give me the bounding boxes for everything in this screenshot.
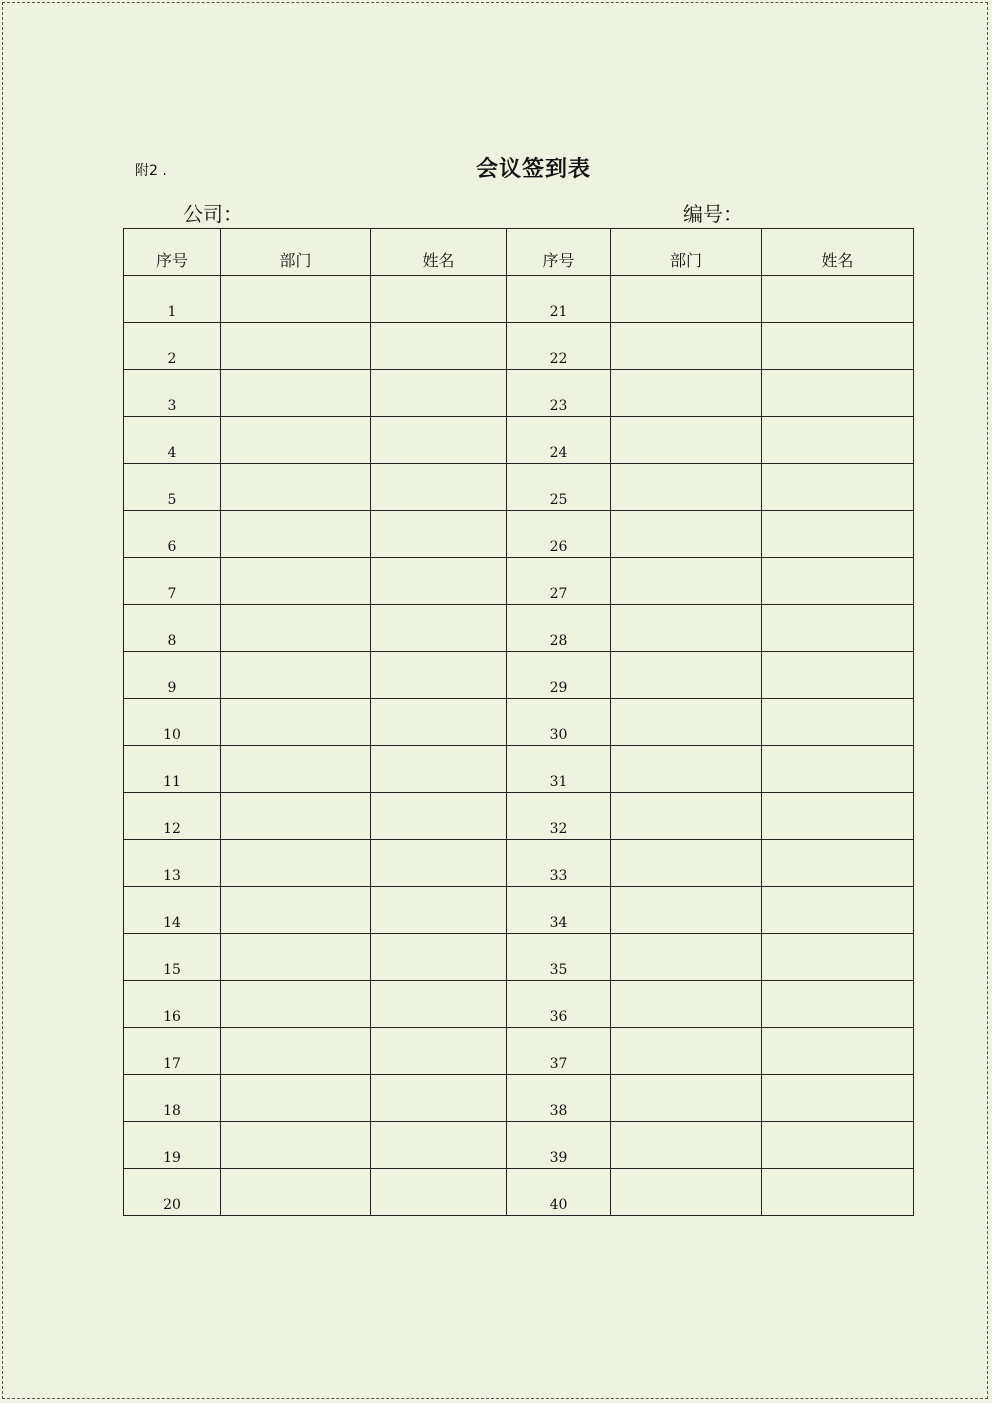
- table-row: [124, 981, 914, 1028]
- dept-cell-left[interactable]: [221, 323, 371, 370]
- row-number-right: 22: [507, 323, 611, 370]
- row-number-left: 18: [124, 1075, 221, 1122]
- dept-cell-right[interactable]: [611, 887, 762, 934]
- dept-cell-right[interactable]: [611, 652, 762, 699]
- row-number-right: 31: [507, 746, 611, 793]
- name-cell-left[interactable]: [371, 276, 507, 323]
- name-cell-right[interactable]: [762, 1075, 914, 1122]
- dept-cell-left[interactable]: [221, 417, 371, 464]
- row-number-left: 15: [124, 934, 221, 981]
- row-number-right: 35: [507, 934, 611, 981]
- table-row: [124, 934, 914, 981]
- name-cell-left[interactable]: [371, 605, 507, 652]
- dept-cell-right[interactable]: [611, 699, 762, 746]
- dept-cell-left[interactable]: [221, 464, 371, 511]
- row-number-left: 5: [124, 464, 221, 511]
- dept-cell-left[interactable]: [221, 887, 371, 934]
- name-cell-right[interactable]: [762, 981, 914, 1028]
- row-number-right: 33: [507, 840, 611, 887]
- header-no-right: 序号: [507, 229, 611, 276]
- name-cell-left[interactable]: [371, 652, 507, 699]
- dept-cell-right[interactable]: [611, 511, 762, 558]
- row-number-right: 29: [507, 652, 611, 699]
- dept-cell-left[interactable]: [221, 981, 371, 1028]
- name-cell-right[interactable]: [762, 699, 914, 746]
- name-cell-right[interactable]: [762, 417, 914, 464]
- dept-cell-left[interactable]: [221, 793, 371, 840]
- dept-cell-left[interactable]: [221, 1169, 371, 1216]
- dept-cell-right[interactable]: [611, 417, 762, 464]
- name-cell-right[interactable]: [762, 746, 914, 793]
- dept-cell-left[interactable]: [221, 746, 371, 793]
- dept-cell-left[interactable]: [221, 370, 371, 417]
- name-cell-right[interactable]: [762, 887, 914, 934]
- dept-cell-left[interactable]: [221, 699, 371, 746]
- dept-cell-left[interactable]: [221, 934, 371, 981]
- dept-cell-left[interactable]: [221, 558, 371, 605]
- row-number-right: 28: [507, 605, 611, 652]
- row-number-left: 11: [124, 746, 221, 793]
- name-cell-right[interactable]: [762, 934, 914, 981]
- row-number-left: 4: [124, 417, 221, 464]
- row-number-left: 1: [124, 276, 221, 323]
- row-number-left: 13: [124, 840, 221, 887]
- row-number-left: 20: [124, 1169, 221, 1216]
- name-cell-left[interactable]: [371, 1075, 507, 1122]
- name-cell-left[interactable]: [371, 981, 507, 1028]
- dept-cell-right[interactable]: [611, 793, 762, 840]
- row-number-right: 23: [507, 370, 611, 417]
- name-cell-left[interactable]: [371, 887, 507, 934]
- name-cell-right[interactable]: [762, 511, 914, 558]
- dept-cell-right[interactable]: [611, 558, 762, 605]
- dept-cell-left[interactable]: [221, 1122, 371, 1169]
- number-label: 编号：: [683, 202, 743, 226]
- name-cell-left[interactable]: [371, 840, 507, 887]
- dept-cell-left[interactable]: [221, 652, 371, 699]
- dept-cell-right[interactable]: [611, 1122, 762, 1169]
- row-number-left: 3: [124, 370, 221, 417]
- name-cell-left[interactable]: [371, 558, 507, 605]
- name-cell-right[interactable]: [762, 840, 914, 887]
- table-row: [124, 699, 914, 746]
- page-title: 会议签到表: [475, 157, 591, 182]
- table-row: [124, 1169, 914, 1216]
- name-cell-right[interactable]: [762, 558, 914, 605]
- row-number-left: 7: [124, 558, 221, 605]
- name-cell-left[interactable]: [371, 511, 507, 558]
- dept-cell-right[interactable]: [611, 1169, 762, 1216]
- name-cell-right[interactable]: [762, 464, 914, 511]
- table-row: [124, 887, 914, 934]
- table-row: [124, 323, 914, 370]
- table-row: [124, 746, 914, 793]
- row-number-right: 38: [507, 1075, 611, 1122]
- name-cell-left[interactable]: [371, 746, 507, 793]
- table-row: [124, 1075, 914, 1122]
- name-cell-left[interactable]: [371, 464, 507, 511]
- dept-cell-right[interactable]: [611, 1028, 762, 1075]
- name-cell-left[interactable]: [371, 934, 507, 981]
- row-number-left: 14: [124, 887, 221, 934]
- table-row: [124, 511, 914, 558]
- dept-cell-right[interactable]: [611, 934, 762, 981]
- attachment-label: 附2 .: [135, 163, 167, 179]
- row-number-left: 16: [124, 981, 221, 1028]
- table-row: [124, 558, 914, 605]
- row-number-right: 26: [507, 511, 611, 558]
- table-row: [124, 605, 914, 652]
- dept-cell-right[interactable]: [611, 746, 762, 793]
- table-body: [124, 276, 914, 1216]
- row-number-right: 30: [507, 699, 611, 746]
- dept-cell-left[interactable]: [221, 1028, 371, 1075]
- row-number-left: 8: [124, 605, 221, 652]
- name-cell-right[interactable]: [762, 605, 914, 652]
- dept-cell-left[interactable]: [221, 840, 371, 887]
- name-cell-right[interactable]: [762, 276, 914, 323]
- name-cell-right[interactable]: [762, 1169, 914, 1216]
- dept-cell-right[interactable]: [611, 981, 762, 1028]
- table-row: [124, 793, 914, 840]
- name-cell-left[interactable]: [371, 1169, 507, 1216]
- table-row: [124, 652, 914, 699]
- table-row: [124, 1028, 914, 1075]
- row-number-right: 27: [507, 558, 611, 605]
- name-cell-left[interactable]: [371, 1122, 507, 1169]
- row-number-left: 12: [124, 793, 221, 840]
- name-cell-right[interactable]: [762, 793, 914, 840]
- name-cell-right[interactable]: [762, 323, 914, 370]
- name-cell-left[interactable]: [371, 417, 507, 464]
- dept-cell-right[interactable]: [611, 840, 762, 887]
- row-number-left: 10: [124, 699, 221, 746]
- dept-cell-right[interactable]: [611, 323, 762, 370]
- name-cell-left[interactable]: [371, 370, 507, 417]
- table-row: [124, 464, 914, 511]
- name-cell-left[interactable]: [371, 699, 507, 746]
- row-number-left: 2: [124, 323, 221, 370]
- row-number-left: 17: [124, 1028, 221, 1075]
- dept-cell-right[interactable]: [611, 276, 762, 323]
- name-cell-left[interactable]: [371, 793, 507, 840]
- table-row: [124, 1122, 914, 1169]
- header-dept-left: 部门: [221, 229, 371, 276]
- header-no-left: 序号: [124, 229, 221, 276]
- name-cell-right[interactable]: [762, 652, 914, 699]
- row-number-right: 24: [507, 417, 611, 464]
- table-row: [124, 370, 914, 417]
- header-name-left: 姓名: [371, 229, 507, 276]
- row-number-right: 21: [507, 276, 611, 323]
- dept-cell-right[interactable]: [611, 1075, 762, 1122]
- row-number-right: 39: [507, 1122, 611, 1169]
- row-number-left: 6: [124, 511, 221, 558]
- table-row: [124, 417, 914, 464]
- dept-cell-right[interactable]: [611, 605, 762, 652]
- header-dept-right: 部门: [611, 229, 762, 276]
- name-cell-right[interactable]: [762, 370, 914, 417]
- name-cell-right[interactable]: [762, 1122, 914, 1169]
- signin-table: [123, 228, 914, 1216]
- name-cell-left[interactable]: [371, 323, 507, 370]
- dept-cell-left[interactable]: [221, 1075, 371, 1122]
- dept-cell-right[interactable]: [611, 370, 762, 417]
- row-number-right: 37: [507, 1028, 611, 1075]
- header-row: [124, 229, 914, 276]
- row-number-right: 40: [507, 1169, 611, 1216]
- dept-cell-left[interactable]: [221, 511, 371, 558]
- row-number-left: 9: [124, 652, 221, 699]
- row-number-right: 32: [507, 793, 611, 840]
- table-row: [124, 840, 914, 887]
- dept-cell-left[interactable]: [221, 605, 371, 652]
- name-cell-left[interactable]: [371, 1028, 507, 1075]
- row-number-right: 34: [507, 887, 611, 934]
- dept-cell-left[interactable]: [221, 276, 371, 323]
- row-number-right: 25: [507, 464, 611, 511]
- row-number-right: 36: [507, 981, 611, 1028]
- dept-cell-right[interactable]: [611, 464, 762, 511]
- row-number-left: 19: [124, 1122, 221, 1169]
- table-row: [124, 276, 914, 323]
- company-label: 公司：: [183, 202, 243, 226]
- name-cell-right[interactable]: [762, 1028, 914, 1075]
- header-name-right: 姓名: [762, 229, 914, 276]
